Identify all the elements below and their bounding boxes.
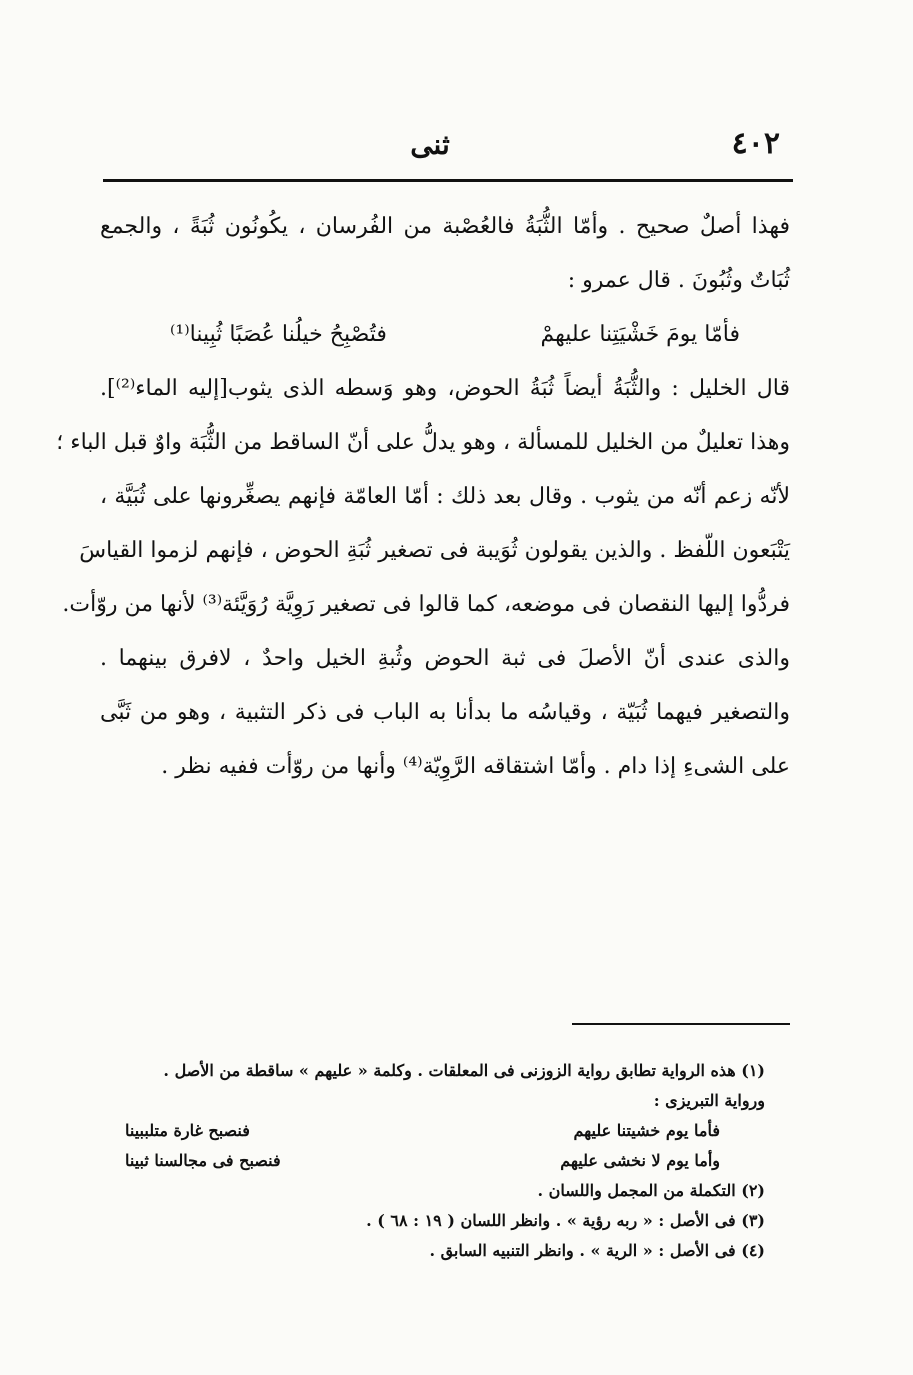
body-line: على الشىءِ إذا دام . وأمّا اشتقاقه الرَّوِيّة⁽⁴⁾ وأنها من روّأت ففيه نظر . [161,754,790,779]
footnote-verse-first-hemistich: فأما يوم خشيتنا عليهم [573,1121,720,1140]
body-text [56,200,790,794]
body-line: ثُبَاتٌ وثُبُونَ . قال عمرو : [567,268,790,293]
footnote-verse-first-hemistich: وأما يوم لا نخشى عليهم [560,1151,720,1170]
body-line: والتصغير فيهما ثُبَيّة ، وقياسُه ما بدأنا به الباب فى ذكر التثبية ، وهو من ثَبَّى [100,700,790,725]
footnote-verse-1 [100,1116,765,1146]
footnote-verse-second-hemistich: فنصبح فى مجالسنا ثبينا [125,1151,281,1170]
body-line: قال الخليل : والثُّبَةُ أيضاً ثُبَةُ الحوض، وهو وَسطه الذى يثوب[إليه الماء⁽²⁾]. [100,376,790,401]
footnote-verse-2 [100,1146,765,1176]
footnote-2: (٢) التكملة من المجمل واللسان . [537,1181,765,1200]
verse-first-hemistich: فأمّا يومَ خَشْيَتِنا عليهمْ [540,322,740,347]
body-line: وهذا تعليلٌ من الخليل للمسألة ، وهو يدلُّ على أنّ الساقط من الثُّبَة واوٌ قبل الباء ؛ [56,430,790,455]
footnotes [100,1056,765,1266]
body-line: يَتْبَعون اللّفظ . والذين يقولون ثُوَيبة فى تصغير ثُبَةِ الحوض ، فإنهم لزموا القياسَ [79,538,790,563]
body-line: والذى عندى أنّ الأصلَ فى ثبة الحوض وثُبةِ الخيل واحدٌ ، لافرق بينهما . [100,646,790,671]
body-line: فردُّوا إليها النقصان فى موضعه، كما قالوا فى تصغير رَوِيَّة رُوَيَّئة⁽³⁾ لأنها من روّأت. [62,592,790,617]
header-rule [103,179,793,182]
page-number: ٤٠٢ [731,126,780,161]
verse-second-hemistich: فتُصْبِحُ خيلُنا عُصَبًا ثُبِينا⁽¹⁾ [170,322,387,347]
footnote-1-continuation: ورواية التبريزى : [653,1091,765,1110]
poem-verse [100,308,790,362]
running-head: ثنى [410,128,450,161]
footnote-verse-second-hemistich: فنصبح غارة متلببينا [125,1121,250,1140]
footnote-4: (٤) فى الأصل : « الرية » . وانظر التنبيه السابق . [429,1241,765,1260]
body-line: لأنّه زعم أنّه من يثوب . وقال بعد ذلك : أمّا العامّة فإنهم يصغِّرونها على ثُبَيَّة ، [100,484,790,509]
footnote-1: (١) هذه الرواية تطابق رواية الزوزنى فى المعلقات . وكلمة « عليهم » ساقطة من الأصل . [163,1061,765,1080]
footnote-3: (٣) فى الأصل : « ربه رؤية » . وانظر اللسان ( ١٩ : ٦٨ ) . [366,1211,765,1230]
footnote-rule [572,1023,790,1025]
body-line: فهذا أصلٌ صحيح . وأمّا الثُّبَةُ فالعُصْبة من الفُرسان ، يكُونُون ثُبَةً ، والجمع [100,214,790,239]
